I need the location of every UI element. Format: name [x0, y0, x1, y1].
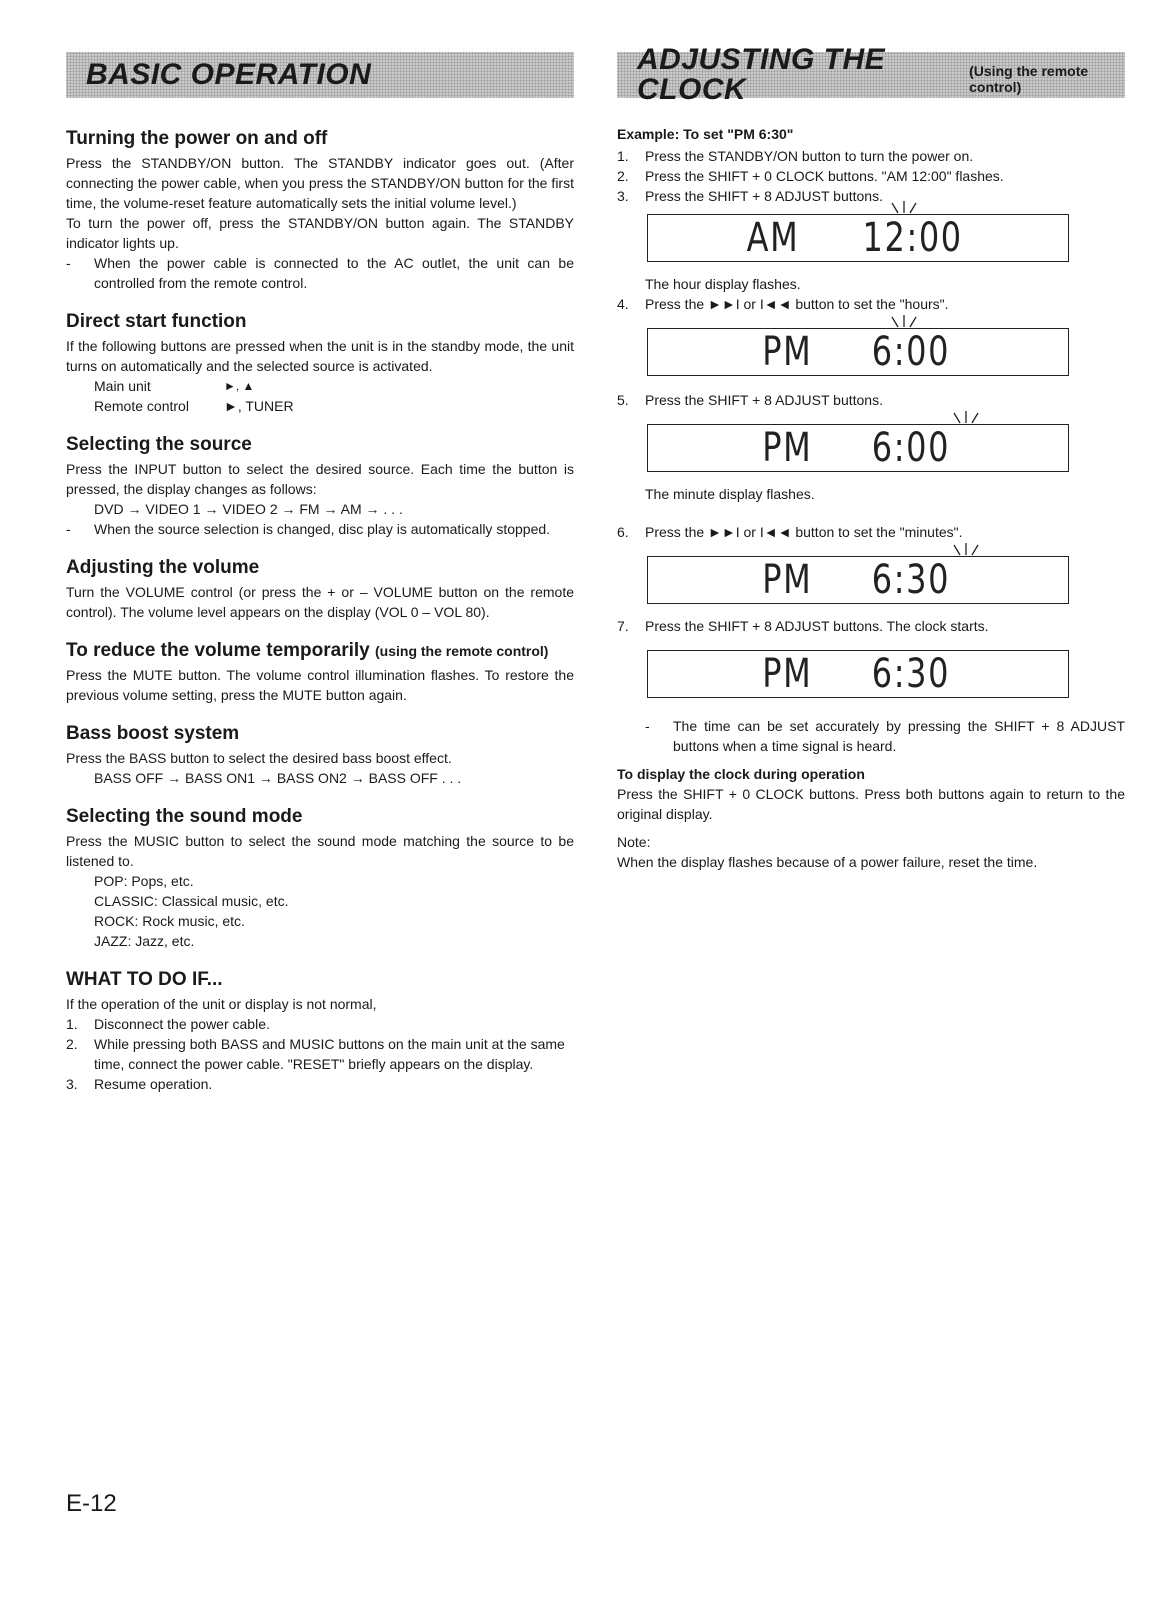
list-item: ROCK: Rock music, etc. — [94, 913, 245, 929]
value: ►, ▲ — [224, 379, 255, 393]
left-column — [66, 128, 574, 1112]
lcd-time: 6:00 — [872, 425, 951, 471]
paragraph: To turn the power off, press the STANDBY/ON button again. The STANDBY indicator lights up. — [66, 215, 574, 251]
paragraph: The hour display flashes. — [645, 276, 801, 292]
lcd-time: 6:30 — [872, 557, 951, 603]
note-item: - When the source selection is changed, disc play is automatically stopped. — [66, 521, 551, 537]
section-what-to-do — [66, 969, 574, 1094]
sequence: DVD → VIDEO 1 → VIDEO 2 → FM → AM → . . . — [94, 501, 403, 517]
section-heading: Turning the power on and off — [66, 128, 328, 149]
paragraph: Press the INPUT button to select the desired source. Each time the button is pressed, the display changes as follows: — [66, 461, 574, 497]
section-banner-basic-operation — [66, 52, 574, 98]
section-heading: WHAT TO DO IF... — [66, 969, 223, 990]
step: 4. Press the ►►I or I◄◄ button to set the "hours". — [617, 296, 949, 312]
paragraph: Press the MUTE button. The volume control illumination flashes. To restore the previous volume setting, press the MUTE button again. — [66, 667, 574, 703]
flash-indicator-icon — [948, 411, 984, 425]
lcd-display — [647, 424, 1069, 472]
list-item: 1. Disconnect the power cable. — [66, 1016, 270, 1032]
flash-indicator-icon — [948, 543, 984, 557]
list-item: JAZZ: Jazz, etc. — [94, 933, 195, 949]
section-bass — [66, 723, 574, 788]
section-sound-mode — [66, 806, 574, 951]
direct-start-table — [66, 376, 574, 416]
section-heading: Selecting the sound mode — [66, 806, 303, 827]
section-heading: Adjusting the volume — [66, 557, 260, 578]
paragraph: If the following buttons are pressed when the unit is in the standby mode, the unit turns on automatically and the selected source is activated. — [66, 338, 574, 374]
step: 3. Press the SHIFT + 8 ADJUST buttons. — [617, 188, 883, 204]
lcd-ampm: AM — [747, 215, 800, 261]
flash-indicator-icon — [886, 201, 922, 215]
label: Remote control — [94, 398, 189, 414]
section-mute — [66, 640, 574, 705]
list-item: 3. Resume operation. — [66, 1076, 213, 1092]
note-label: Note: — [617, 834, 651, 850]
paragraph: Press the SHIFT + 0 CLOCK buttons. Press both buttons again to return to the original display. — [617, 786, 1125, 822]
example-heading: Example: To set "PM 6:30" — [617, 126, 794, 142]
lcd-ampm: PM — [762, 329, 813, 375]
section-heading: Direct start function — [66, 311, 247, 332]
lcd-time: 6:00 — [872, 329, 951, 375]
section-power — [66, 128, 574, 293]
step: 5. Press the SHIFT + 8 ADJUST buttons. — [617, 392, 883, 408]
step: 7. Press the SHIFT + 8 ADJUST buttons. The clock starts. — [617, 618, 989, 634]
list-item: CLASSIC: Classical music, etc. — [94, 893, 289, 909]
section-direct-start — [66, 311, 574, 416]
paragraph: Press the MUSIC button to select the sound mode matching the source to be listened to. — [66, 833, 574, 869]
page-number: E-12 — [66, 1490, 117, 1517]
banner-title: BASIC OPERATION — [86, 58, 372, 91]
section-heading: Bass boost system — [66, 723, 240, 744]
note-item: - The time can be set accurately by pressing the SHIFT + 8 ADJUST buttons when a time signal is heard. — [645, 718, 1125, 754]
label: Main unit — [94, 378, 151, 394]
list-item: POP: Pops, etc. — [94, 873, 194, 889]
lcd-time: 6:30 — [872, 651, 951, 697]
list-item: 2. While pressing both BASS and MUSIC buttons on the main unit at the same time, connect the power cable. "RESET" briefly appears on the display. — [66, 1036, 565, 1072]
lcd-display — [647, 650, 1069, 698]
section-heading: Selecting the source — [66, 434, 252, 455]
lcd-ampm: PM — [762, 651, 813, 697]
paragraph: If the operation of the unit or display is not normal, — [66, 996, 377, 1012]
lcd-time: 12:00 — [862, 215, 964, 261]
lcd-ampm: PM — [762, 425, 813, 471]
section-banner-adjusting-clock — [617, 43, 1125, 106]
value: ►, TUNER — [224, 398, 294, 414]
paragraph: The minute display flashes. — [645, 486, 815, 502]
banner-subtitle: (Using the remote control) — [969, 63, 1089, 95]
note-item: - When the power cable is connected to the AC outlet, the unit can be controlled from the remote control. — [66, 255, 574, 291]
lcd-display — [647, 214, 1069, 262]
lcd-display — [647, 556, 1069, 604]
step: 6. Press the ►►I or I◄◄ button to set the "minutes". — [617, 524, 963, 540]
step: 2. Press the SHIFT + 0 CLOCK buttons. "AM 12:00" flashes. — [617, 168, 1004, 184]
section-source — [66, 434, 574, 539]
subheading: To display the clock during operation — [617, 766, 865, 782]
flash-indicator-icon — [886, 315, 922, 329]
paragraph: Press the STANDBY/ON button. The STANDBY indicator goes out. (After connecting the power cable, when you press the STANDBY/ON button for the first time, the volume-reset feature automatically sets the initial volume level.) — [66, 155, 574, 211]
paragraph: Press the BASS button to select the desired bass boost effect. — [66, 750, 452, 766]
right-column — [617, 128, 1125, 872]
sequence: BASS OFF → BASS ON1 → BASS ON2 → BASS OFF . . . — [94, 770, 462, 786]
paragraph: Turn the VOLUME control (or press the + or – VOLUME button on the remote control). The volume level appears on the display (VOL 0 – VOL 80). — [66, 584, 574, 620]
banner-title: ADJUSTING THE CLOCK — [637, 43, 886, 106]
step: 1. Press the STANDBY/ON button to turn the power on. — [617, 148, 974, 164]
lcd-ampm: PM — [762, 557, 813, 603]
section-volume — [66, 557, 574, 622]
section-heading: To reduce the volume temporarily (using the remote control) — [66, 640, 549, 661]
paragraph: When the display flashes because of a power failure, reset the time. — [617, 854, 1038, 870]
lcd-display — [647, 328, 1069, 376]
